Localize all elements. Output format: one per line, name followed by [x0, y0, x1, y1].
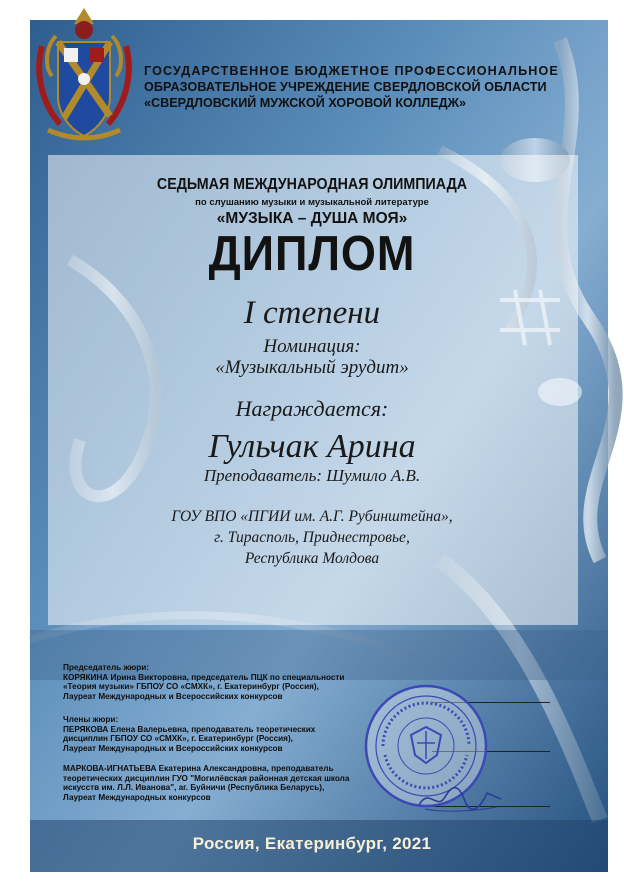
teacher-line: Преподаватель: Шумило А.В. — [203, 466, 421, 485]
organization-line-1: ГОСУДАРСТВЕННОЕ БЮДЖЕТНОЕ ПРОФЕССИОНАЛЬНОЕ — [144, 64, 559, 78]
jury-chair-line-1: КОРЯКИНА Ирина Викторовна, председатель ПЦК по специальности — [63, 672, 345, 682]
organization-line-3: «СВЕРДЛОВСКИЙ МУЖСКОЙ ХОРОВОЙ КОЛЛЕДЖ» — [144, 96, 466, 110]
institution-line-3: Республика Молдова — [244, 550, 380, 567]
institution-line-2: г. Тирасполь, Приднестровье, — [214, 529, 410, 546]
jury-member-1-line-3: Лауреат Международных и Всероссийских конкурсов — [63, 743, 283, 753]
jury-member-1 — [63, 715, 315, 753]
jury-member-2 — [63, 764, 349, 802]
organization-line-2: ОБРАЗОВАТЕЛЬНОЕ УЧРЕЖДЕНИЕ СВЕРДЛОВСКОЙ ОБЛАСТИ — [144, 80, 547, 94]
jury-member-2-line-1: МАРКОВА-ИГНАТЬЕВА Екатерина Александровна, преподаватель — [63, 764, 334, 773]
nomination-value: «Музыкальный эрудит» — [215, 357, 409, 378]
footer-place-year: Россия, Екатеринбург, 2021 — [192, 834, 432, 853]
olympiad-title: СЕДЬМАЯ МЕЖДУНАРОДНАЯ ОЛИМПИАДА — [156, 176, 468, 193]
jury-member-2-line-4: Лауреат Международных конкурсов — [63, 792, 211, 802]
jury-chair-line-2: «Теория музыки» ГБПОУ СО «СМХК», г. Екатеринбург (Россия), — [63, 682, 319, 692]
handwritten-signature — [415, 777, 505, 817]
jury-chair — [63, 663, 344, 701]
olympiad-subtitle: по слушанию музыки и музыкальной литературе — [195, 197, 429, 208]
nomination-label: Номинация: — [263, 336, 361, 357]
jury-member-2-line-3: искусств им. Л.Л. Иванова", аг. Буйничи (Республика Беларусь), — [63, 783, 325, 793]
jury-member-1-line-1: ПЕРЯКОВА Елена Валерьевна, преподаватель теоретических — [63, 724, 316, 734]
institution-line-1: ГОУ ВПО «ПГИИ им. А.Г. Рубинштейна», — [171, 508, 453, 525]
organization-header — [144, 63, 584, 111]
awarded-label: Награждается: — [235, 396, 389, 421]
olympiad-motto: «МУЗЫКА – ДУША МОЯ» — [216, 210, 408, 227]
diploma-degree: I степени — [243, 295, 381, 331]
institution-block — [0, 506, 624, 569]
jury-member-1-line-2: дисциплин ГБПОУ СО «СМХК», г. Екатеринбург (Россия), — [63, 734, 293, 744]
college-coat-of-arms — [34, 6, 134, 150]
jury-member-2-line-2: теоретических дисциплин ГУО "Могилёвская районная детская школа — [63, 773, 350, 783]
recipient-name: Гульчак Арина — [208, 428, 416, 465]
jury-chair-line-3: Лауреат Международных и Всероссийских конкурсов — [63, 691, 283, 701]
jury-members-label: Члены жюри: — [63, 715, 119, 724]
jury-chair-label: Председатель жюри: — [63, 663, 150, 672]
diploma-heading: ДИПЛОМ — [208, 227, 416, 281]
